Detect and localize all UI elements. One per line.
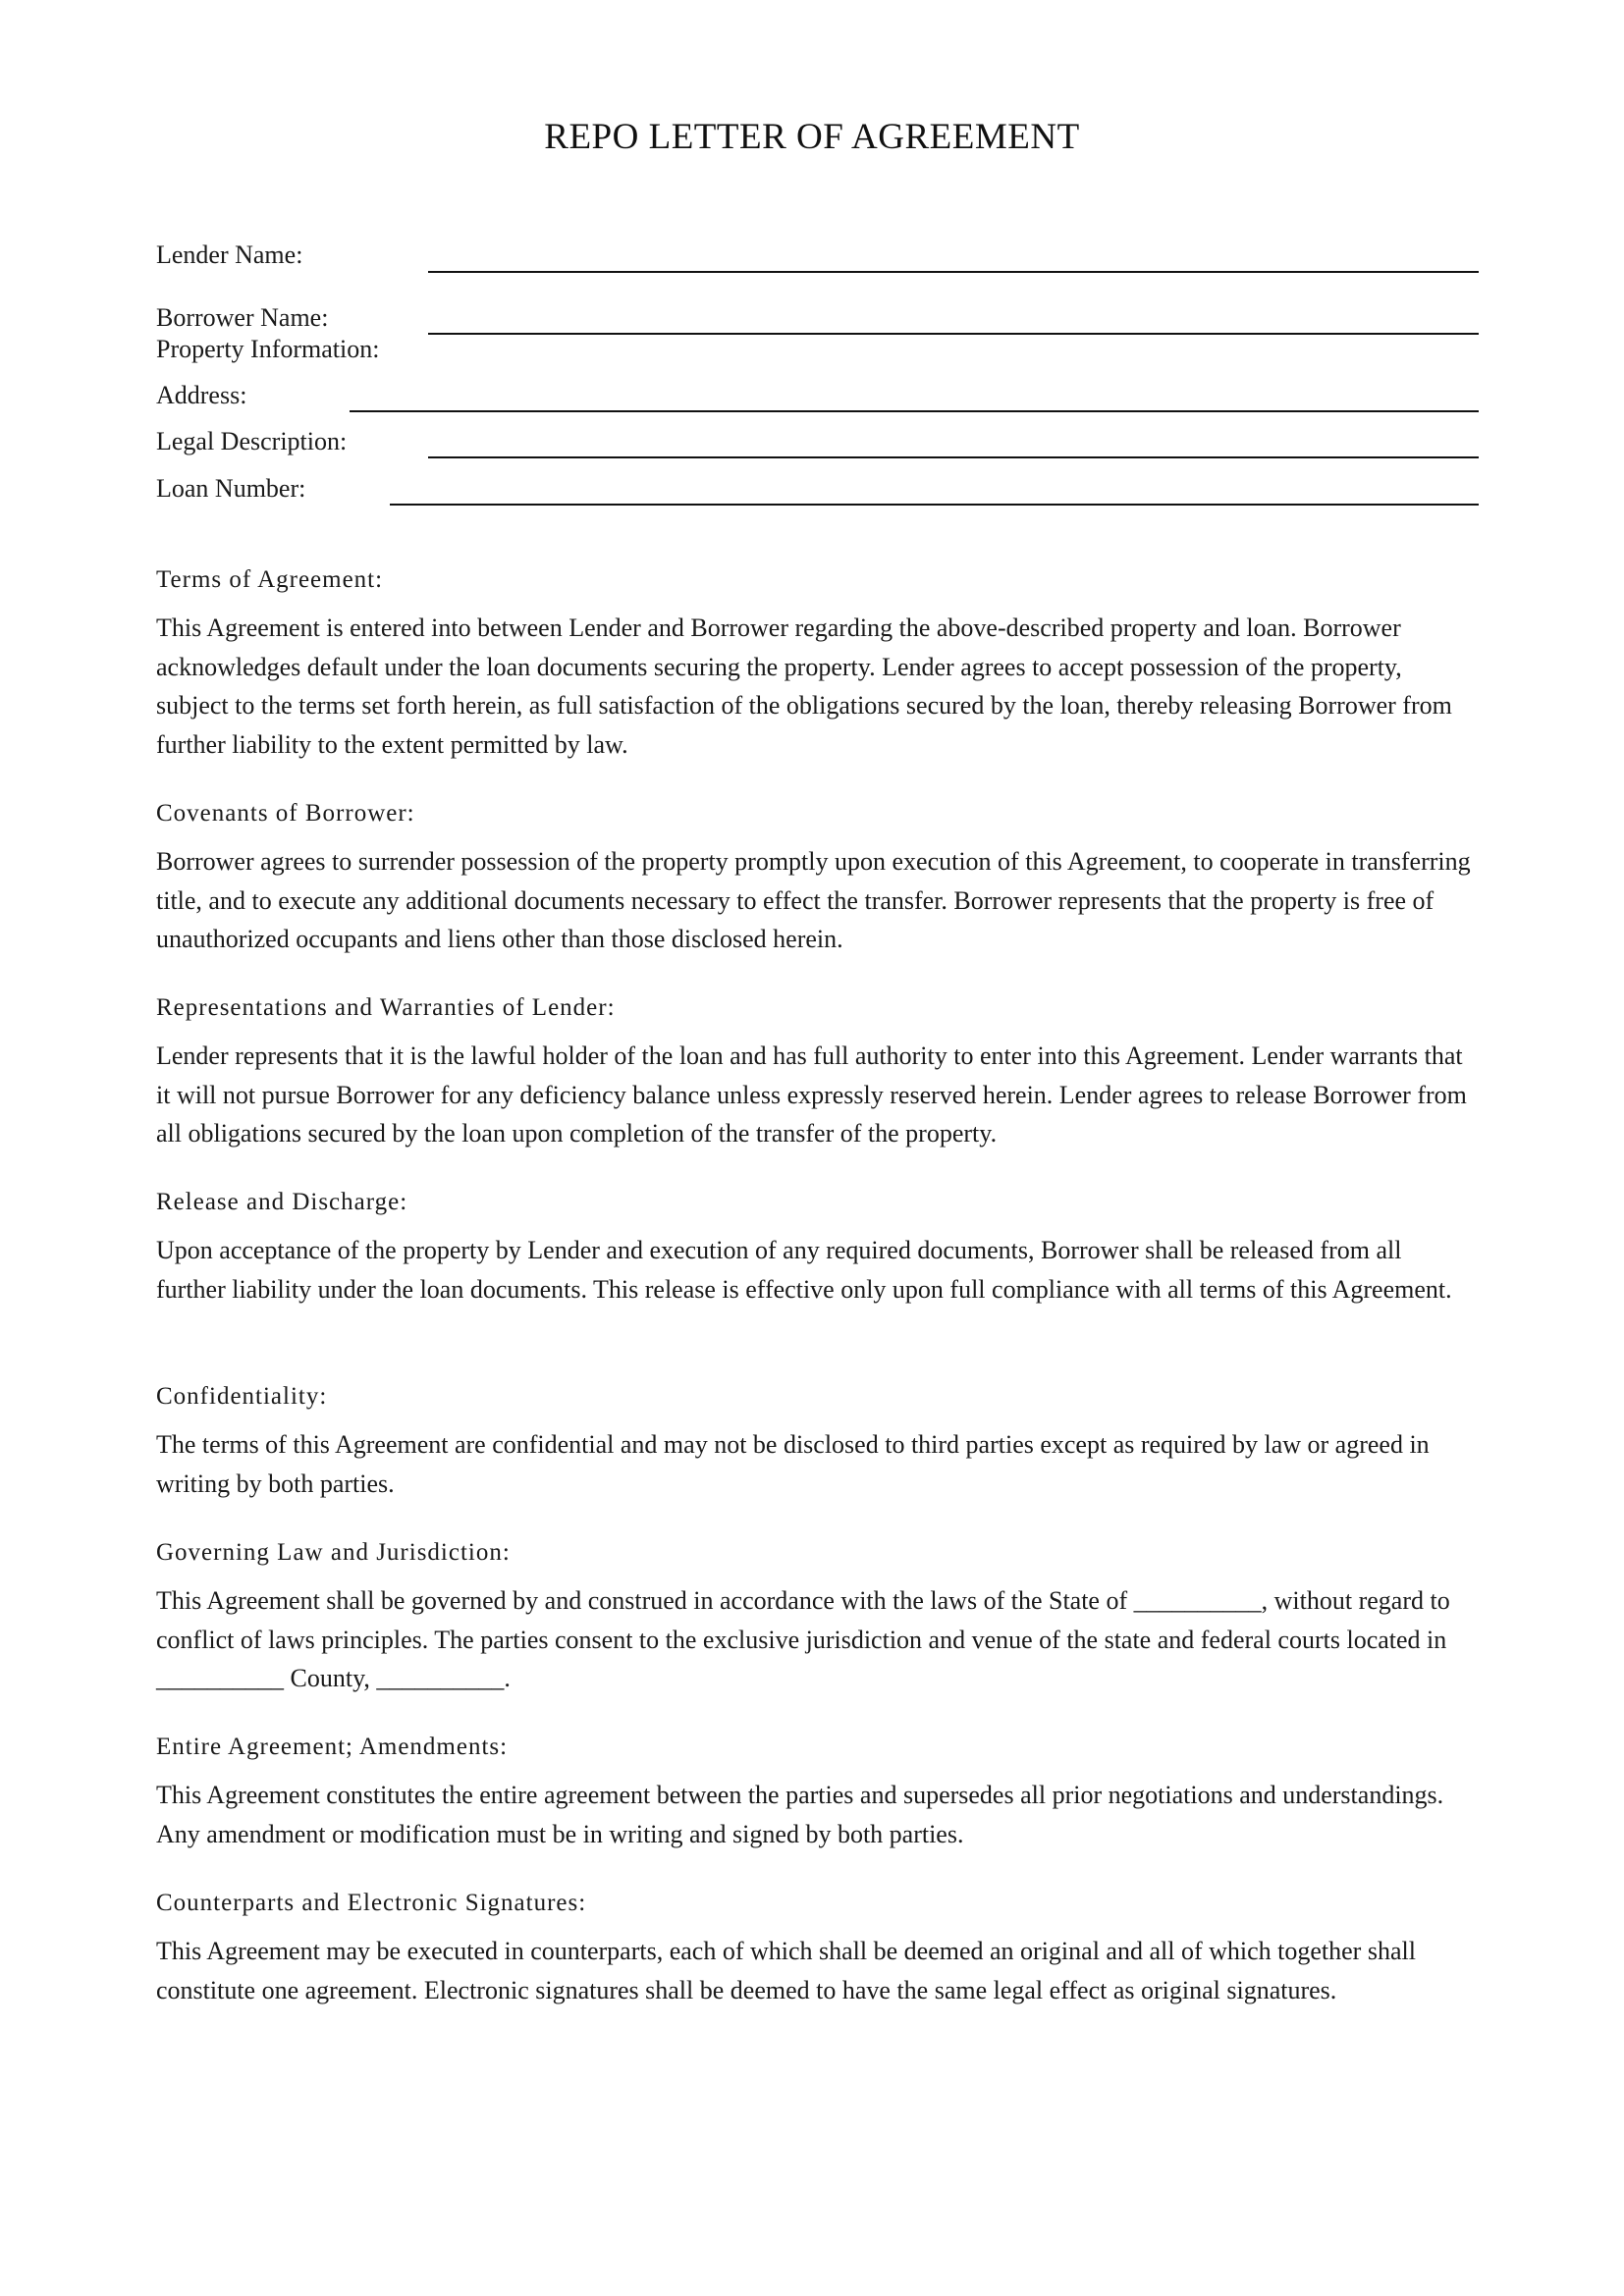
section-body-terms: This Agreement is entered into between Lender and Borrower regarding the above-described property and loan. Borrower acknowledges default under the loan documents securing the property. Lender agrees to accept possession of the property, subject to the terms set forth herein, as full satisfaction of the obligations secured by the loan, thereby releasing Borrower from further liability to the extent permitted by law.	[156, 614, 1452, 759]
section-body-entire-agreement: This Agreement constitutes the entire agreement between the parties and supersedes all prior negotiations and understandings. Any amendment or modification must be in writing and signed by both parties.	[156, 1781, 1444, 1848]
section-body-representations: Lender represents that it is the lawful holder of the loan and has full authority to enter into this Agreement. Lender warrants that it will not pursue Borrower for any deficiency balance unless expressly reserved herein. Lender agrees to release Borrower from all obligations secured by the loan upon completion of the transfer of the property.	[156, 1041, 1467, 1148]
section-body-covenants: Borrower agrees to surrender possession of the property promptly upon execution of this Agreement, to cooperate in transferring title, and to execute any additional documents necessary to effect the transfer. Borrower represents that the property is free of unauthorized occupants and liens other than those disclosed herein.	[156, 847, 1471, 953]
section-heading-representations: Representations and Warranties of Lender:	[156, 994, 616, 1021]
lender-name-label: Lender Name:	[156, 240, 303, 269]
lender-name-field[interactable]	[428, 271, 1479, 273]
section-heading-governing-law: Governing Law and Jurisdiction:	[156, 1539, 511, 1566]
section-body-confidentiality: The terms of this Agreement are confidential and may not be disclosed to third parties except as required by law or agreed in writing by both parties.	[156, 1430, 1430, 1498]
property-information-label: Property Information:	[156, 335, 380, 363]
section-heading-terms: Terms of Agreement:	[156, 566, 384, 593]
legal-description-field[interactable]	[428, 456, 1479, 458]
borrower-name-field[interactable]	[428, 333, 1479, 335]
borrower-name-label: Borrower Name:	[156, 303, 329, 332]
section-heading-entire-agreement: Entire Agreement; Amendments:	[156, 1734, 509, 1760]
loan-number-label: Loan Number:	[156, 474, 306, 503]
section-heading-covenants: Covenants of Borrower:	[156, 800, 415, 827]
document-title: REPO LETTER OF AGREEMENT	[544, 117, 1080, 157]
section-body-release: Upon acceptance of the property by Lender and execution of any required documents, Borrower shall be released from all further liability under the loan documents. This release is effective only upon full compliance with all terms of this Agreement.	[156, 1236, 1452, 1304]
section-heading-counterparts: Counterparts and Electronic Signatures:	[156, 1890, 587, 1916]
address-label: Address:	[156, 381, 247, 409]
legal-description-label: Legal Description:	[156, 427, 348, 455]
section-body-governing-law: This Agreement shall be governed by and construed in accordance with the laws of the State of __________, without regard to conflict of laws principles. The parties consent to the exclusive jurisdiction and venue of the state and federal courts located in __________ County, __________.	[156, 1586, 1450, 1692]
section-heading-confidentiality: Confidentiality:	[156, 1383, 328, 1410]
section-heading-release: Release and Discharge:	[156, 1189, 408, 1215]
section-body-counterparts: This Agreement may be executed in counterparts, each of which shall be deemed an original and all of which together shall constitute one agreement. Electronic signatures shall be deemed to have the same legal effect as original signatures.	[156, 1937, 1416, 2004]
loan-number-field[interactable]	[390, 504, 1479, 506]
address-field[interactable]	[350, 410, 1479, 412]
